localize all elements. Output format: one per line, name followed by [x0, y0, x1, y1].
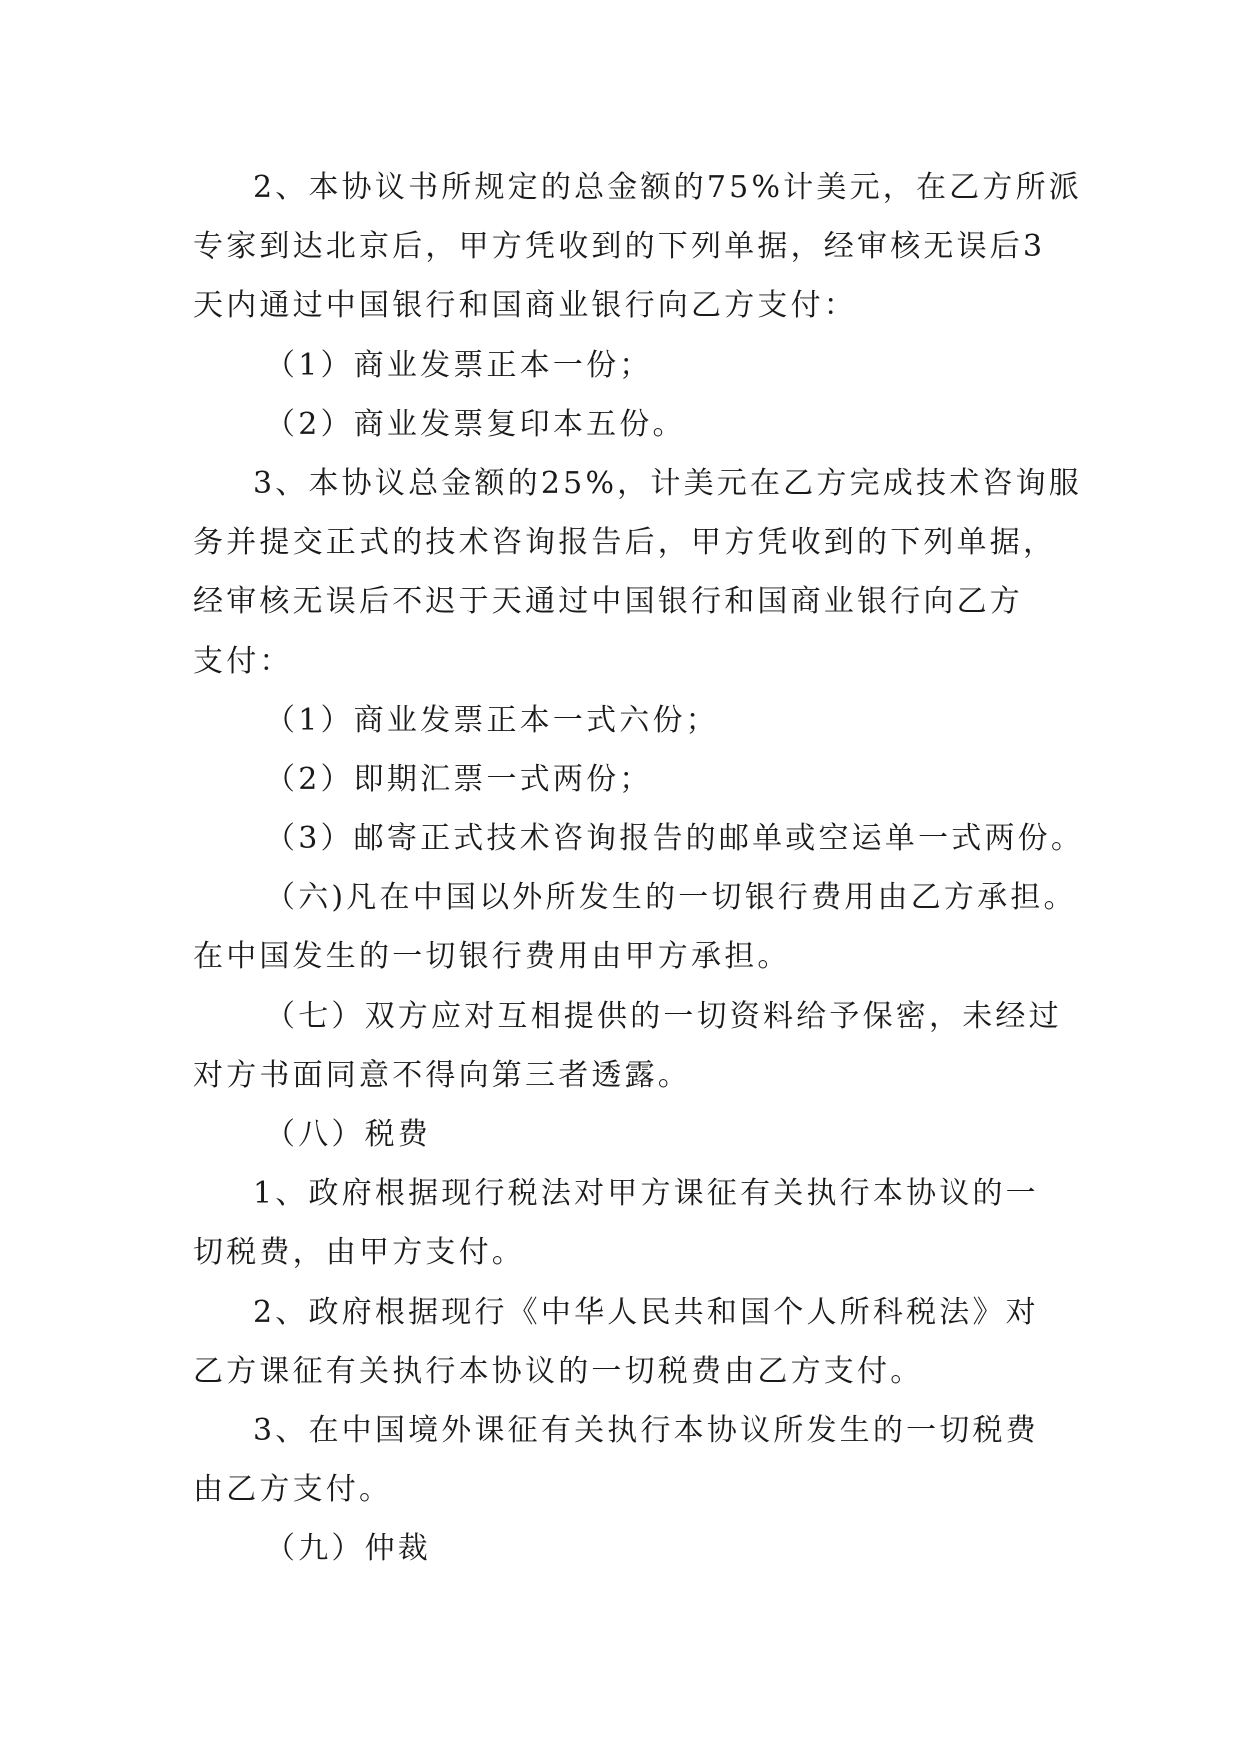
paragraph-line: 对方书面同意不得向第三者透露。 [193, 1057, 691, 1093]
list-item: （2）即期汇票一式两份； [265, 761, 653, 797]
document-body [193, 158, 1085, 1579]
paragraph-line: 支付： [193, 643, 293, 679]
paragraph-line: 1、政府根据现行税法对甲方课征有关执行本协议的一 [253, 1176, 1039, 1212]
paragraph-line: 3、本协议总金额的25%，计美元在乙方完成技术咨询服 [253, 465, 1082, 501]
paragraph-line: 务并提交正式的技术咨询报告后，甲方凭收到的下列单据， [193, 525, 1057, 561]
paragraph-line: 在中国发生的一切银行费用由甲方承担。 [193, 939, 791, 975]
section-heading: （七）双方应对互相提供的一切资料给予保密，未经过 [265, 998, 1062, 1034]
paragraph-line: 切税费，由甲方支付。 [193, 1235, 525, 1271]
list-item: （1）商业发票正本一式六份； [265, 702, 719, 738]
paragraph-line: 3、在中国境外课征有关执行本协议所发生的一切税费 [253, 1412, 1039, 1448]
paragraph-line: 乙方课征有关执行本协议的一切税费由乙方支付。 [193, 1353, 924, 1389]
paragraph-line: 2、本协议书所规定的总金额的75%计美元，在乙方所派 [253, 170, 1082, 205]
list-item: （2）商业发票复印本五份。 [265, 406, 686, 442]
section-heading: （九）仲裁 [265, 1531, 431, 1567]
list-item: （3）邮寄正式技术咨询报告的邮单或空运单一式两份。 [265, 821, 1085, 857]
paragraph-line: 2、政府根据现行《中华人民共和国个人所科税法》对 [253, 1294, 1039, 1330]
paragraph-line: 专家到达北京后，甲方凭收到的下列单据，经审核无误后3 [193, 229, 1046, 265]
section-heading: （八）税费 [265, 1117, 431, 1152]
paragraph-line: 由乙方支付。 [193, 1472, 393, 1508]
section-heading: （六)凡在中国以外所发生的一切银行费用由乙方承担。 [265, 880, 1077, 916]
list-item: （1）商业发票正本一份； [265, 347, 653, 383]
paragraph-line: 天内通过中国银行和国商业银行向乙方支付： [193, 288, 857, 324]
paragraph-line: 经审核无误后不迟于天通过中国银行和国商业银行向乙方 [193, 584, 1023, 620]
